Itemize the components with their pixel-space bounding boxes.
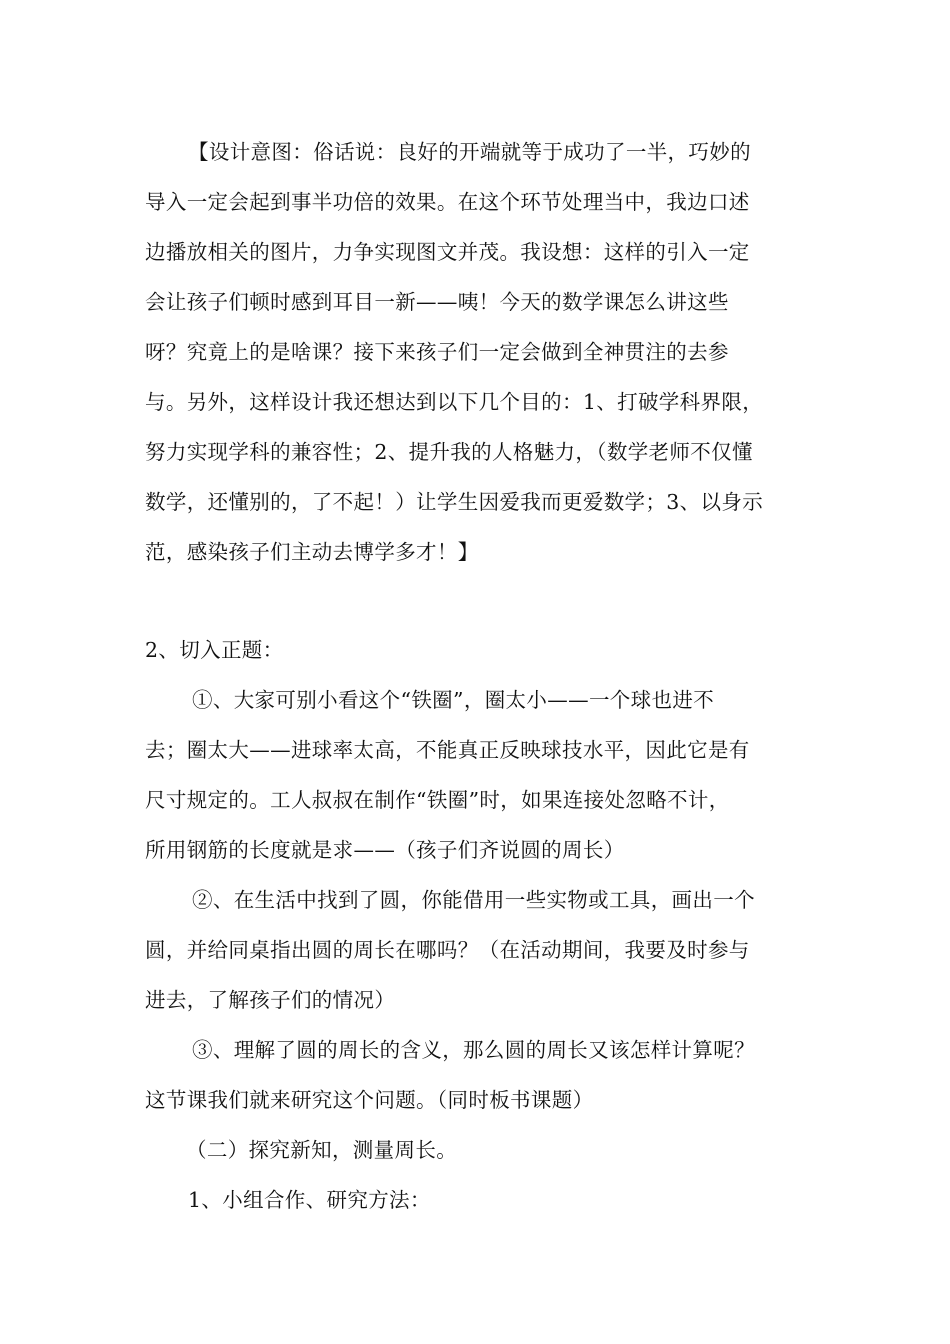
item-1-line-3: 尺寸规定的。工人叔叔在制作“铁圈”时，如果连接处忽略不计，	[145, 788, 730, 812]
item-1-line-1: ①、大家可别小看这个“铁圈”，圈太小——一个球也进不	[192, 688, 715, 712]
item-2-line-2: 圆，并给同桌指出圆的周长在哪吗？（在活动期间，我要及时参与	[145, 938, 750, 962]
part-2-item-1: 1、小组合作、研究方法：	[188, 1188, 431, 1212]
design-intent-line-4: 会让孩子们顿时感到耳目一新——咦！今天的数学课怎么讲这些	[145, 290, 729, 314]
design-intent-line-9: 范，感染孩子们主动去博学多才！】	[145, 540, 479, 564]
item-3-line-2: 这节课我们就来研究这个问题。（同时板书课题）	[145, 1088, 594, 1112]
design-intent-line-6: 与。另外，这样设计我还想达到以下几个目的：1、打破学科界限，	[145, 390, 764, 414]
item-1-line-2: 去；圈太大——进球率太高，不能真正反映球技水平，因此它是有	[145, 738, 750, 762]
design-intent-line-8: 数学，还懂别的，了不起！）让学生因爱我而更爱数学；3、以身示	[145, 490, 764, 514]
design-intent-line-7: 努力实现学科的兼容性；2、提升我的人格魅力，（数学老师不仅懂	[145, 440, 753, 464]
section-2-heading: 2、切入正题：	[145, 638, 284, 662]
part-2-heading: （二）探究新知，测量周长。	[186, 1138, 458, 1162]
item-2-line-3: 进去，了解孩子们的情况）	[145, 988, 396, 1012]
design-intent-line-2: 导入一定会起到事半功倍的效果。在这个环节处理当中，我边口述	[145, 190, 750, 214]
item-2-line-1: ②、在生活中找到了圆，你能借用一些实物或工具，画出一个	[192, 888, 755, 912]
item-1-line-4: 所用钢筋的长度就是求——（孩子们齐说圆的周长）	[145, 838, 625, 862]
design-intent-line-5: 呀？究竟上的是啥课？接下来孩子们一定会做到全神贯注的去参	[145, 340, 729, 364]
item-3-line-1: ③、理解了圆的周长的含义，那么圆的周长又该怎样计算呢？	[192, 1038, 755, 1062]
design-intent-line-1: 【设计意图：俗话说：良好的开端就等于成功了一半，巧妙的	[188, 140, 751, 164]
design-intent-line-3: 边播放相关的图片，力争实现图文并茂。我设想：这样的引入一定	[145, 240, 750, 264]
